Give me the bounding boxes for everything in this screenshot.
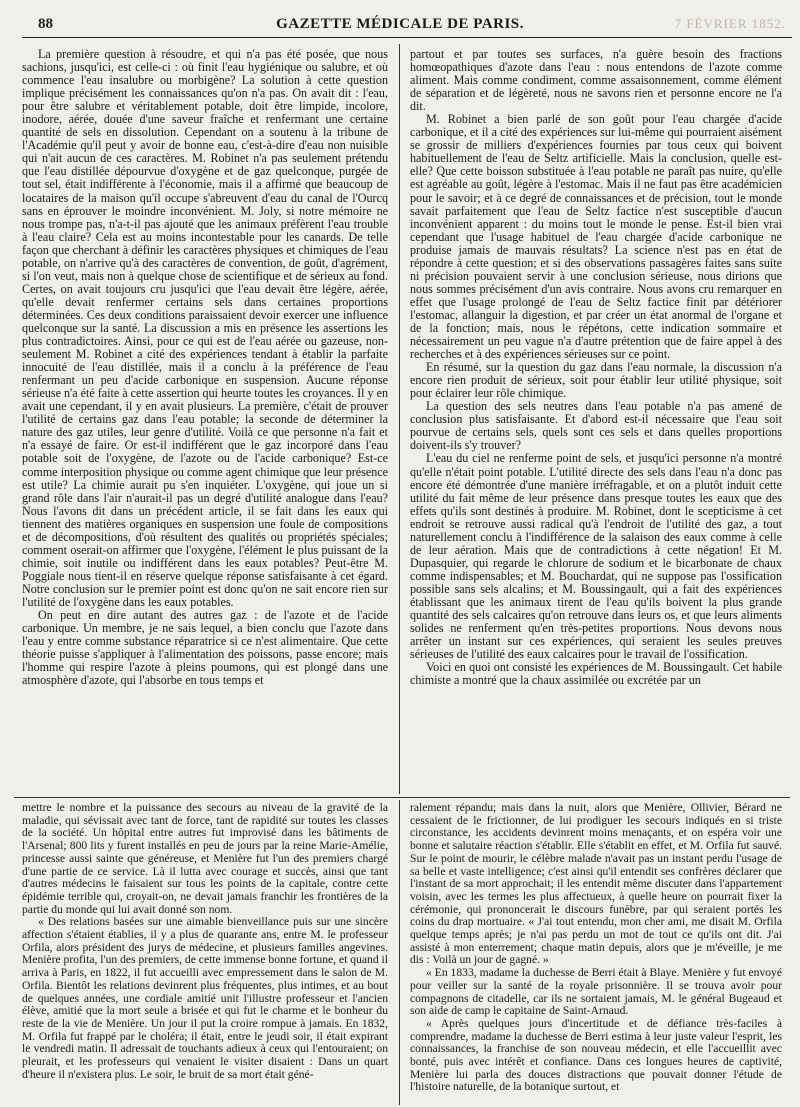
feuilleton-separator [14, 797, 790, 798]
faint-date: 7 FÉVRIER 1852. [674, 16, 786, 31]
paragraph: En résumé, sur la question du gaz dans l'eau normale, la discussion n'a encore rien produit de sérieux, soit pour établir leur utilité physique, soit pour éclairer leur rôle chimique. [410, 360, 782, 401]
paragraph: « Après quelques jours d'incertitude et de défiance très-faciles à comprendre, madame la duchesse de Berri estima à leur juste valeur l'esprit, les connaissances, la franchise de son nouveau médecin, et elle l'accueillit avec bonté, puis avec intérêt et confiance. Dans ces longues heures de captivité, Menière lui parla des douces distractions que pouvait donner l'étude de l'histoire naturelle, de la botanique surtout, et [410, 1016, 782, 1094]
header-rule [22, 37, 792, 38]
feuilleton-column-left [22, 802, 388, 1102]
column-divider [399, 800, 400, 1105]
paragraph: La première question à résoudre, et qui n'a pas été posée, que nous sachions, jusqu'ici, est celle-ci : où finit l'eau hygiénique ou salubre, et où commence l'eau insalubre ou morbigène? La solution à cette question implique précisément les connaissances qu'on n'a pas. On avait dit : l'eau, pour être salubre et véritablement potable, doit être limpide, incolore, inodore, aérée, douée d'une saveur fraîche et renfermant une certaine quantité de sels en dissolution. Cependant on a soutenu à la tribune de l'Académie qu'il peut y avoir de bonne eau, c'est-à-dire d'eau non nuisible qui n'ait aucun de ces caractères. M. Robinet n'a pas seulement prétendu que l'eau distillée dépourvue d'oxygène et de gaz quelconque, purgée de tout sel, était indifférente à l'économie, mais il a affirmé que beaucoup de locataires de la maison qu'il occupe s'abreuvent d'eau du canal de l'Ourcq sans en éprouver le moindre inconvénient. M. Joly, si notre mémoire ne nous trompe pas, n'a-t-il pas ajouté que les animaux préfèrent l'eau trouble à l'eau claire? Cela est au moins incontestable pour les canards. De telle façon que cherchant à définir les caractères physiques et chimiques de l'eau potable, on n'arrive qu'à des caractères de convention, de goût, d'agrément, si l'on veut, mais non à quelque chose de scientifique et de sérieux au fond. Certes, on avait toujours cru jusqu'ici que l'eau devait être légère, aérée, qu'elle devait renfermer certains sels dans certaines proportions déterminées. Ces deux conditions paraissaient devoir exercer une influence quelconque sur la santé. La discussion a mis en présence les assertions les plus contradictoires. Ainsi, pour ce qui est de l'eau aérée ou gazeuse, non-seulement M. Robinet a cité des expériences tendant à établir la parfaite innocuité de l'eau distillée, mais il a conclu à la préférence de l'eau renfermant un peu d'acide carbonique en suspension. Aucune réponse sérieuse n'a été faite à cette assertion qui heurte toutes les croyances. Il y en avait une cependant, il y en avait plusieurs. La première, c'était de prouver l'utilité de certains gaz dans l'eau potable; la seconde de déterminer la nature des gaz utiles, leur genre d'utilité. Voilà ce que personne n'a fait et n'a essayé de faire. Or est-il indifférent que le gaz incorporé dans l'eau potable soit de l'oxygène, de l'azote ou de l'acide carbonique? Est-ce comme interposition physique ou comme agent chimique que leur présence est utile? La chimie aurait pu s'en inquiéter. L'oxygène, qui joue un si grand rôle dans l'air n'aurait-il pas un degré d'utilité analogue dans l'eau? Nous l'avons dit dans un précédent article, il se fait dans les eaux qui tiennent des matières organiques en suspension une foule de compositions et de décompositions, d'où résultent des qualités ou propriétés spéciales; comment oserait-on affirmer que l'oxygène, l'élément le plus puissant de la chimie, soit inutile ou indifférent dans les eaux potables? Peut-être M. Poggiale nous tient-il en réserve quelque réponse satisfaisante à cet égard. Notre conclusion sur le premier point est donc qu'on ne sait encore rien sur l'utilité de l'oxygène dans les eaux potables. [22, 48, 388, 609]
journal-title: GAZETTE MÉDICALE DE PARIS. [276, 16, 524, 32]
column-divider [399, 44, 400, 794]
paragraph: La question des sels neutres dans l'eau potable n'a pas amené de conclusion plus satisfaisante. Et d'abord est-il nécessaire que l'eau soit pourvue de certains sels, quels sont ces sels et dans quelles proportions doivent-ils s'y trouver? [410, 399, 782, 453]
paragraph: L'eau du ciel ne renferme point de sels, et jusqu'ici personne n'a montré qu'elle n'était point potable. L'utilité directe des sels dans l'eau n'a donc pas encore été démontrée d'une manière irréfragable, et on a plutôt induit cette utilité du fait même de leur présence dans presque toutes les eaux que des effets qu'ils sont destinés à produire. M. Robinet, dont le scepticisme à cet endroit se retrouve aussi radical qu'à l'endroit de l'utilité des gaz, a tout naturellement conclu à l'indifférence de la salaison des eaux comme à celle de leur aération. Mais que de contradictions à cette négation! Et M. Dupasquier, qui regarde le chlorure de sodium et le bicarbonate de chaux comme indispensables; et M. Bouchardat, qui ne suppose pas l'ossification possible sans sels alcalins; et M. Boussingault, qui a fait des expériences établissant que les animaux tirent de l'eau qu'ils boivent la plus grande quantité des sels calcaires qu'on retrouve dans leurs os, et que leurs aliments solides ne renferment qu'en très-petites proportions. Nous devons nous arrêter un instant sur ces expériences, qui seraient les seules preuves sérieuses de l'utilité des eaux calcaires pour le travail de l'ossification. [410, 451, 782, 662]
paragraph: Voici en quoi ont consisté les expériences de M. Boussingault. Cet habile chimiste a montré que la chaux assimilée ou excrétée par un [410, 660, 782, 688]
article-column-right [410, 48, 782, 790]
feuilleton-column-right [410, 802, 782, 1102]
paragraph: On peut en dire autant des autres gaz : de l'azote et de l'acide carbonique. Un membre, je ne sais lequel, a bien conclu que l'azote dans l'eau y entre comme substance réparatrice si ce n'est alimentaire. Que cette théorie puisse s'appliquer à l'alimentation des poissons, passe encore; mais l'homme qui respire l'azote à pleins poumons, qui est plongé dans une atmosphère d'azote, qui l'absorbe en tous temps et [22, 608, 388, 688]
paragraph: M. Robinet a bien parlé de son goût pour l'eau chargée d'acide carbonique, et il a cité des expériences sur lui-même qui pourraient aisément se grossir de milliers d'expériences fournies par tous ceux qui boivent habituellement de l'eau de Seltz artificielle. Mais la conclusion, quelle est-elle? Que cette boisson substituée à l'eau potable ne paraît pas nuire, qu'elle est agréable au goût, légère à l'estomac. Mais il ne faut pas être académicien pour le savoir; et à ce degré de connaissances et de précision, tout le monde savait parfaitement que l'eau de Seltz factice n'est susceptible d'aucun inconvénient apparent : du moins tout le monde le pense. Est-il bien vrai cependant que l'usage habituel de l'eau chargée d'acide carbonique ne produise jamais de mauvais résultats? La science n'est pas en état de répondre à cette question; et si des observations passagères faites sans suite ni précision pouvaient servir à une conclusion sérieuse, nous dirions que nous sommes précisément d'un avis contraire. Nous avons cru remarquer en effet que l'usage prolongé de l'eau de Seltz factice finit par détériorer l'estomac, allanguir la digestion, et par créer un état anormal de l'organe et de la fonction; mais, nous le répétons, cette indication sommaire et nécessairement un peu vague n'a d'autre prétention que de faire appel à des recherches et à des expériences sérieuses sur ce point. [410, 112, 782, 362]
article-column-left [22, 48, 388, 790]
paragraph: ralement répandu; mais dans la nuit, alors que Menière, Ollivier, Bérard ne cessaient de le frictionner, de lui prodiguer les secours indiqués en si triste circonstance, les accidents devinrent moins menaçants, et on espéra voir une bonne et salutaire réaction s'établir. Elle s'établit en effet, et M. Orfila fut sauvé. Sur le point de mourir, le célèbre malade n'avait pas un instant perdu l'usage de sa belle et vaste intelligence; c'est ainsi qu'il entendit ses confrères déclarer que l'instant de sa mort approchait; il les entendit même discuter dans l'appartement voisin, avec les termes les plus affectueux, à quelle heure on pourrait fixer la cérémonie, qui prononcerait le discours funèbre, par qui seraient portés les coins du drap mortuaire. « J'ai tout entendu, mon cher ami, me disait M. Orfila quelque temps après; je n'ai pas perdu un mot de tout ce qu'ils ont dit. J'ai assisté à mon enterrement; chaque matin depuis, alors que je m'éveille, je me dis : Voilà un jour de gagné. » [410, 802, 782, 967]
paragraph: « En 1833, madame la duchesse de Berri était à Blaye. Menière y fut envoyé pour veiller sur la santé de la royale prisonnière. Il se trouva avoir pour compagnons de citadelle, car ils ne sortaient jamais, M. le général Bugeaud et son aide de camp le capitaine de Saint-Arnaud. [410, 966, 782, 1018]
page-number: 88 [38, 16, 53, 32]
paragraph: « Des relations basées sur une aimable bienveillance puis sur une sincère affection s'étaient établies, il y a plus de quarante ans, entre M. le professeur Orfila, alors président des jurys de médecine, et plusieurs familles angevines. Menière profita, l'un des premiers, de cette immense bonne fortune, et quand il arriva à Paris, en 1822, il fut accueilli avec empressement dans le salon de M. Orfila. Bientôt les relations devinrent plus fréquentes, plus intimes, et au bout de quelques années, une cordiale amitié unit l'illustre professeur et l'ancien élève, amitié que la mort seule a brisée et qui fut le charme et le bonheur du reste de la vie de Menière. Un jour il put la croire rompue à jamais. En 1832, M. Orfila fut frappé par le choléra; il était, entre le jeudi soir, il était expirant le vendredi matin. Il adressait de touchants adieux à ceux qui l'entouraient; on pleurait, et les professeurs qui venaient le visiter disaient : Dans un quart d'heure il n'existera plus. Le soir, le bruit de sa mort était géné- [22, 915, 388, 1081]
paragraph: mettre le nombre et la puissance des secours au niveau de la gravité de la maladie, qui sévissait avec tant de force, tant de rapidité sur toutes les classes de la société. Un hôpital entre autres fut improvisé dans les bâtiments de l'Arsenal; 800 lits y furent installés en peu de jours par la reine Marie-Amélie, princesse aussi sainte que généreuse, et Menière fut l'un des premiers chargé d'une partie de ce service. Là il lutta avec courage et succès, ainsi que tant d'autres médecins le faisaient sur tous les points de la capitale, contre cette épidémie terrible qui, croyait-on, ne devait jamais franchir les frontières de la partie du monde qui lui avait donné son nom. [22, 802, 388, 916]
paragraph: partout et par toutes ses surfaces, n'a guère besoin des fractions homœopathiques d'azote dans l'eau : nous entendons de l'azote comme aliment. Mais comme condiment, comme assaisonnement, comme élément de séparation et de légèreté, nous ne savons rien et personne encore ne l'a dit. [410, 48, 782, 114]
